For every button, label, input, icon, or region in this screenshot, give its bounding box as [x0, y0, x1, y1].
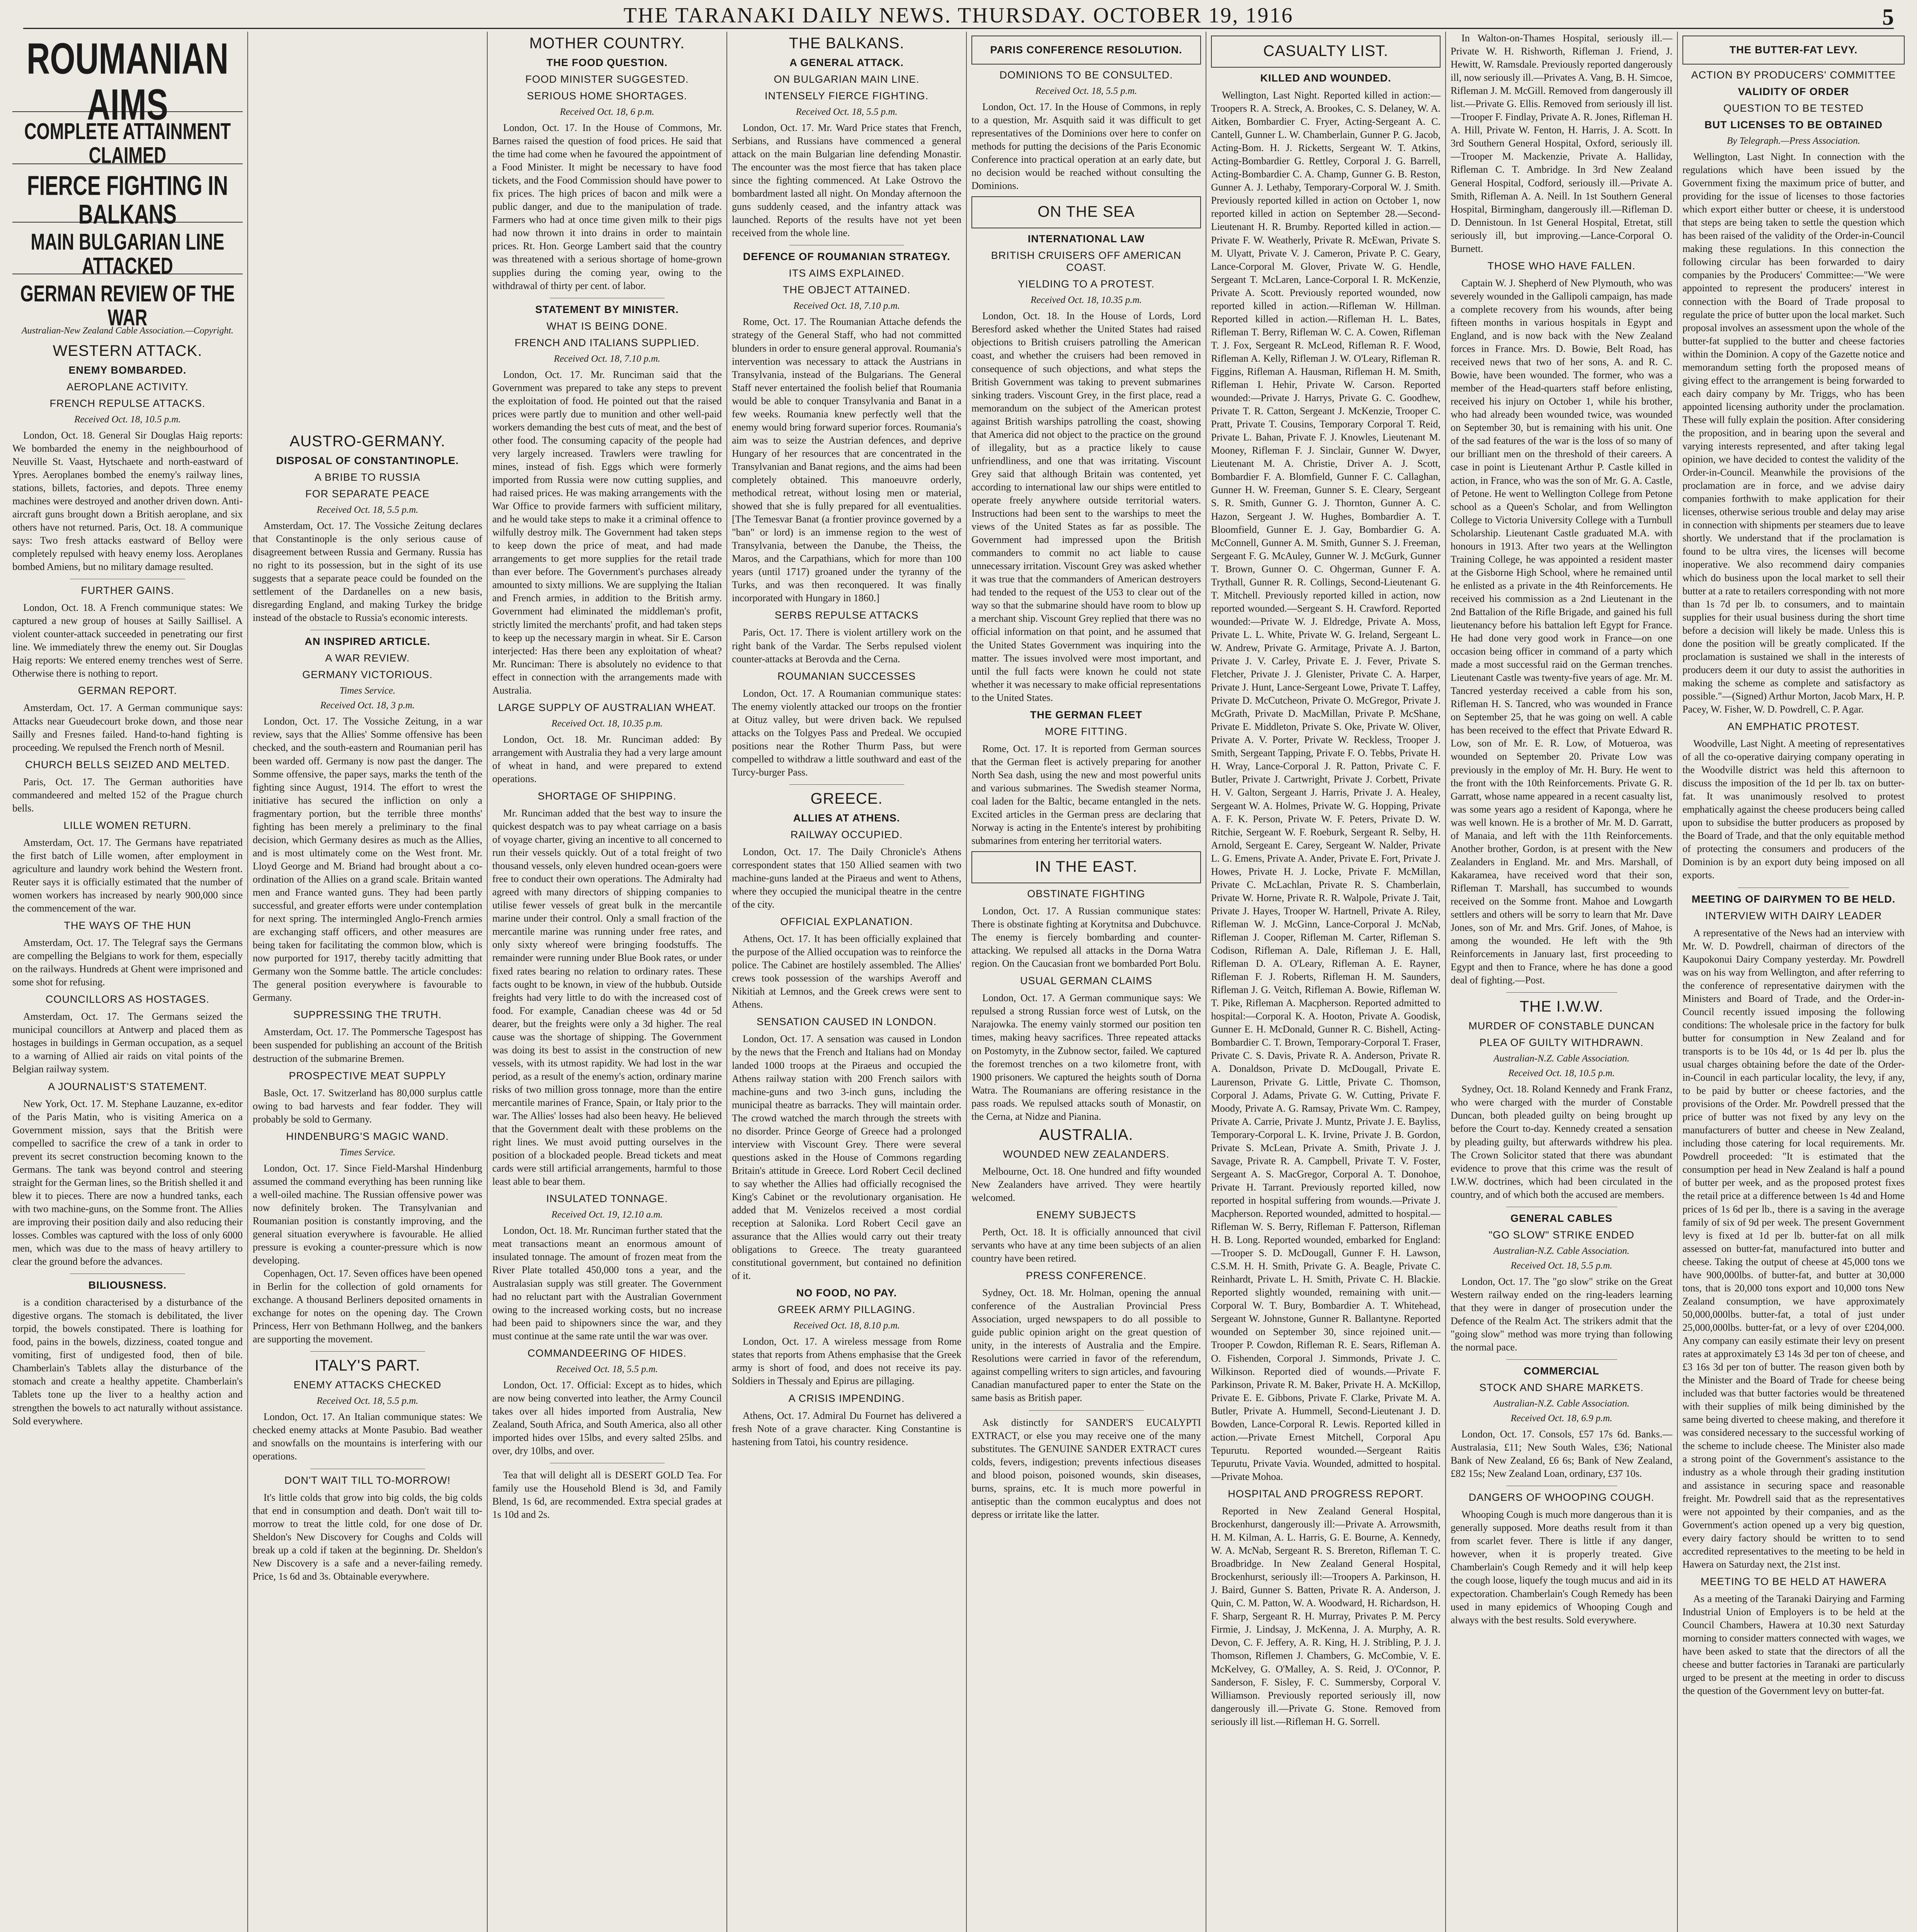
subheading: A WAR REVIEW. [325, 652, 410, 664]
column-4 [726, 32, 966, 1932]
subheading: SERBS REPULSE ATTACKS [774, 609, 919, 621]
subheading: GREEK ARMY PILLAGING. [777, 1304, 916, 1316]
article-text: London, Oct. 18. Mr. Runciman further stated that the meat transactions meant an enormous amount of insulated tonnage. The amount of frozen meat from the River Plate totalled 450,000 tons a year, and the Australasian supply was still greater. The Government had no reluctant part with the Australian Government owing to the increased working costs, but no increase had been paid to shipowners since the war, and they must continue at the same rate until the war was over. [492, 1225, 722, 1342]
article-text: London, Oct. 17. Since Field-Marshal Hindenburg assumed the command everything has been running like a well-oiled machine. The Russian offensive power was now definitely broken. The Transylvanian and Roumanian position is constantly improving, and the general situation everywhere is favourable. He allied pressure is evoking a counter-pressure which is now developing. [253, 1162, 482, 1266]
deck-headline-3: MAIN BULGARIAN LINE ATTACKED [31, 229, 225, 279]
deck-headline-4: GERMAN REVIEW OF THE WAR [20, 281, 235, 331]
dateline: Received Oct. 18, 10.35 p.m. [1030, 295, 1142, 306]
article-text: Sydney, Oct. 18. Mr. Holman, opening the annual conference of the Australian Provincial Press Association, urged newspapers to do all possible to guide public opinion aright on the great question of unity, in the interests of Australia and the Empire. Resolutions were carried in favor of the referendum, against compelling writers to sign articles, and favouring Canadian manufactured paper to enter the State on the same basis as British paper. [971, 1287, 1201, 1404]
section-heading: IN THE EAST. [1035, 858, 1138, 876]
deck-headline-1: COMPLETE ATTAINMENT CLAIMED [24, 119, 231, 169]
column-7 [1445, 32, 1677, 1932]
subheading: USUAL GERMAN CLAIMS [1020, 975, 1153, 987]
article-text: Wellington, Last Night. In connection with the regulations which have been issued by the Government fixing the maximum price of butter, and providing for the issue of licenses to those factories which export either butter or cheese, it is understood that steps are being taken to settle the question which has been raised of the validity of the Order-in-Council making these regulations. In this connection the following circular has been forwarded to dairy companies by the Producers' Committee:—"We were appointed to represent the producers' interest in connection with the Board of Trade proposal to regulate the price of butter upon the local market. Such proposal involves an assessment upon the whole of the butter-fat supplied to the butter and cheese factories within the Dominion. A copy of the Gazette notice and memorandum setting forth the proposed means of giving effect to the arrangement is being forwarded to each dairy company by Mr. Triggs, who has been appointed licensing authority under the proclamation. These will fully explain the position. After considering the proposition, and in bearing upon the several and varying interests represented, and after taking legal opinion, we have decided to contest the validity of the Order-in-Council. Meanwhile the provisions of the proclamation are in force, and we advise dairy companies forthwith to make application for their licenses, otherwise serious trouble and delay may arise in connection with shipments per steamers due to leave shortly. We understand that if the proclamation is found to be ultra vires, the licenses will become inoperative. We also recommend dairy companies which do business upon the local market to sell their butter at a rate to retailers corresponding with not more than 1s 7d per lb. to consumers, and to maintain supplies for their usual business during the short time before a decision will likely be made. Unless this is done the position will be greatly complicated. If the proclamation is sustained we shall in the interests of producers deem it our duty to assist the authorities in making the scheme as complete and satisfactory as possible."—(Signed) Arthur Morton, Jacob Marx, H. P. Pacey, W. Fisher, W. D. Powdrell, C. P. Agar. [1682, 151, 1905, 715]
section-heading: WESTERN ATTACK. [53, 342, 202, 359]
article-text: In Walton-on-Thames Hospital, seriously ill.—Private W. H. Rishworth, Rifleman J. Friend, J. Hewitt, W. Ramsdale. Previously reported dangerously ill, now seriously ill.—Privates A. Vang, B. H. Simcoe, Rifleman J. M. McGill. Removed from dangerously ill list.—Private G. Ellis. Removed from seriously ill list.—Trooper F. Findlay, Private A. R. Jones, Rifleman H. A. Hill, Private W. Fenton, H. Harris, J. A. Scott. In 3rd Southern General Hospital, Oxford, seriously ill.—Trooper M. Mackenzie, Private A. Halliday, Rifleman C. T. Ambridge. In 3rd New Zealand General Hospital, Codford, seriously ill.—Private A. Smith, Rifleman A. A. Neill. In 1st Southern General Hospital, Birmingham, dangerously ill.—Rifleman D. D. Dennistoun. In 1st General Hospital, Etretat, still seriously ill, but improving.—Lance-Corporal O. Burnett. [1451, 32, 1672, 254]
article-text: London, Oct. 18. In the House of Lords, Lord Beresford asked whether the United States had raised objections to British cruisers patrolling the American coast, and whether the cruisers had been removed in consequence of such objections, and what steps the British Government was taking to prevent submarines sinking traders. Viscount Grey, in the first place, read a memorandum on the subject of the American protest against British warships patrolling the coast, showing that America did not object to the practice on the ground of illegality, but as a practice likely to cause unfriendliness, and one that was irritating. Viscount Grey said that although Britain was contented, yet according to international law our ships were entitled to operate freely anywhere outside territorial waters. Instructions had been sent to the warships to meet the views of the United States as far as possible. The Government had impressed upon the British commanders to commit no act liable to cause unnecessary irritation. Viscount Grey was asked whether it was true that the commanders of American destroyers had tended to the request of the U53 to clear out of the way so that the submarine should have room to blow up a merchant ship. Viscount Grey replied that there was no official information on that point, and he assumed that the United States Government was inquiring into the matter. The issues involved were most important, and until the full facts were known he could not state whether it was necessary to make official representations to the United States. [971, 310, 1201, 703]
subheading: INTENSELY FIERCE FIGHTING. [764, 90, 929, 102]
subheading: FRENCH AND ITALIANS SUPPLIED. [514, 337, 700, 349]
subheading: INTERNATIONAL LAW [1027, 233, 1145, 245]
subheading: THE WAYS OF THE HUN [64, 920, 191, 932]
dateline: Received Oct. 18, 7.10 p.m. [554, 353, 660, 364]
subheading: SHORTAGE OF SHIPPING. [538, 790, 677, 802]
article-text: New York, Oct. 17. M. Stephane Lauzanne, ex-editor of the Paris Matin, who is visiting America on a Government mission, says that the British were compelled to sacrifice the crew of a tank in order to prevent its secret construction becoming known to the Germans. The tank was beyond control and steering straight for the German lines, so the British shelled it and blew it to pieces. There are now a hundred tanks, each with two machine-guns, on the Somme front. The Allies are improving their position daily and also reducing their losses. Combles was captured with the loss of only 6000 men, which was due to the mass of heavy artillery to clear the ground before the advances. [12, 1098, 243, 1267]
subheading: RAILWAY OCCUPIED. [790, 828, 903, 840]
subheading: FOOD MINISTER SUGGESTED. [525, 73, 689, 85]
subheading: COMMANDEERING OF HIDES. [527, 1347, 687, 1359]
subheading: DEFENCE OF ROUMANIAN STRATEGY. [743, 251, 951, 263]
subheading: ACTION BY PRODUCERS' COMMITTEE [1691, 69, 1896, 81]
section-heading: THE BUTTER-FAT LEVY. [1729, 44, 1858, 56]
column-5 [966, 32, 1206, 1932]
dateline: Received Oct. 18, 5.5 p.m. [556, 1364, 658, 1374]
subheading: ALLIES AT ATHENS. [793, 812, 900, 824]
dateline: Received Oct. 18, 8.10 p.m. [793, 1320, 900, 1331]
dateline: Received Oct. 18, 5.5 p.m. [796, 107, 898, 117]
article-text: London, Oct. 18. Mr. Runciman added: By arrangement with Australia they had a very large amount of wheat in hand, and were prepared to extend operations. [492, 733, 722, 784]
east-box [971, 851, 1201, 883]
article-text: London, Oct. 17. In the House of Commons, in reply to a question, Mr. Asquith said it was difficult to get representatives of the Dominions over here to confer on methods for putting the decisions of the Paris Economic Conference into practical operation at an early date, but no decision would be reached without consulting the Dominions. [971, 101, 1201, 192]
page-number: 5 [1882, 4, 1894, 30]
subheading: STOCK AND SHARE MARKETS. [1479, 1382, 1644, 1394]
subheading: BUT LICENSES TO BE OBTAINED [1704, 119, 1883, 131]
service-credit: Times Service. [339, 685, 396, 696]
subheading: AN INSPIRED ARTICLE. [304, 636, 430, 648]
dateline: Received Oct. 18, 5.5 p.m. [316, 1396, 418, 1406]
newspaper-title: THE TARANAKI DAILY NEWS. THURSDAY. OCTOBER 19, 1916 [623, 3, 1294, 27]
article-text: Amsterdam, Oct. 17. The Telegraf says the Germans are compelling the Belgians to work for them, especially on the railways. Hundreds at Ghent were imprisoned and some shot for refusing. [12, 937, 243, 988]
article-text: London, Oct. 17. In the House of Commons, Mr. Barnes raised the question of food prices. He said that the time had come when he favoured the appointment of a Food Minister. It might be necessary to have food tickets, and the Food Commission should have power to fix prices. The high prices of bacon and milk were a public danger, and due to the manipulation of trade. Farmers who had at once time given milk to their pigs had now thrown it into drains in order to maintain prices. Rt. Hon. George Lambert said that the country was threatened with a serious shortage of home-grown supplies during the coming year, owing to the withdrawal of thirty per cent. of labor. [492, 122, 722, 291]
subheading: MEETING OF DAIRYMEN TO BE HELD. [1691, 893, 1896, 905]
article-text: Mr. Runciman added that the best way to insure the quickest despatch was to pay wheat carriage on a basis of voyage charter, giving an incentive to all concerned to run their vessels quickly. Out of a total freight of two thousand vessels, only eleven hundred ocean-goers were free to conduct their own operations. The Admiralty had agreed with many directors of shipping companies to utilise fewer vessels of great bulk in the mercantile marine under their control. Only a small fraction of the mercantile marine was running under free rates, and only sixty whereof were bringing foodstuffs. The remainder were running under Blue Book rates, or under fixed rates bearing no relation to ordinary rates. These facts ought to be known, in view of the hubbub. Outside freights had very little to do with the increased cost of food. For example, Canadian cheese was 4d or 5d dearer, but the freights were only a 3d higher. The real cause was the shortage of shipping. The Government was doing its best to assist in the construction of new vessels, with its utmost rapidity. We had lost in the war period, as a result of the enemy's action, ordinary marine risks of two million gross tonnage, more than the entire mercantile marines of France, Spain, or Italy prior to the war. The Allies' losses had also been heavy. He believed that the Government dealt with these problems on the right lines. We must avoid putting ourselves in the position of a blockaded people. Bread tickets and meat cards were still artificial arrangements, harmful to those least able to bear them. [492, 807, 722, 1187]
article-text: London, Oct. 17. A Russian communique states: There is obstinate fighting at Korytnitsa and Dubchuvce. The enemy is fiercely bombarding and counter-attacking. We repulsed all attacks in the Dorna Watra region. On the Caucasian front we bombarded Port Bolu. [971, 905, 1201, 969]
cable-credit: Australian-New Zealand Cable Association.—Copyright. [21, 325, 234, 336]
casualty-box [1211, 36, 1441, 68]
subheading: KILLED AND WOUNDED. [1260, 72, 1391, 84]
article-text: As a meeting of the Taranaki Dairying and Farming Industrial Union of Employers is to be held at the Council Chambers, Hawera at 10.30 next Saturday morning to consider matters connected with wages, we have been asked to state that the directors of all the cheese and butter factories in Taranaki are particularly urged to be present at the meeting in order to discuss the question of the Government levy on butter-fat. [1682, 1593, 1905, 1697]
subheading: THE FOOD QUESTION. [546, 57, 668, 68]
subheading: "GO SLOW" STRIKE ENDED [1488, 1229, 1635, 1241]
article-text: Reported in New Zealand General Hospital, Brockenhurst, dangerously ill:—Private A. Arrowsmith, H. M. Kilman, A. L. Harris, G. E. Bourne, A. Kennedy, W. A. McNab, Sergeant R. S. Brereton, Rifleman T. C. Broadbridge. In New Zealand General Hospital, Brockenhurst, seriously ill:—Troopers A. Parkinson, H. J. Baird, Gunner S. Batten, Private R. A. Anderson, J. Quin, C. M. Patton, W. A. Woodward, H. Richardson, H. F. Sharp, Sergeant R. H. Murray, Privates P. M. Percy Firmie, J. Lindsay, J. McKenna, J. A. Murphy, A. R. Devon, C. F. Jeffery, A. R. King, H. J. Stribling, P. J. J. Thomson, Riflemen J. Chambers, G. McCombie, V. E. McKelvey, G. O'Malley, A. S. Reid, J. O'Connor, P. Sanderson, F. Sisley, F. C. Summersby, Corporal V. Williamson. Previously reported seriously ill, now dangerously ill.—Private G. Stone. Removed from seriously ill list.—Rifleman H. G. Sorrell. [1211, 1505, 1441, 1727]
subheading: CHURCH BELLS SEIZED AND MELTED. [25, 759, 230, 770]
article-text: Wellington, Last Night. Reported killed in action:—Troopers R. A. Streck, A. Brookes, C. S. Delaney, W. A. Aitken, Bombardier C. Fryer, Acting-Sergeant A. C. Cantell, Gunner L. W. Chamberlain, Gunner P. G. Jacob, Acting-Bom. H. J. Ricketts, Sergeant W. T. Atkins, Acting-Bombardier G. Rettley, Corporal J. G. Barrell, Acting-Bombardier C. A. Champ, Gunner G. B. Reston, Gunner A. J. Lethaby, Temporary-Corporal W. J. Smith. Previously reported killed in action on October 1, now reported killed in action on September 28.—Second-Lieutenant H. R. Brumby. Reported killed in action.—Private F. W. Weatherly, Private R. McEwan, Private S. M. Ulyatt, Private V. J. Cameron, Private P. C. Geary, Lance-Corporal M. Glover, Private W. G. Hendle, Sergeant T. McLaren, Lance-Corporal I. R. McKenzie, Private A. Scott. Previously reported wounded, now reported killed in action.—Rifleman W. Hillman. Reported killed in action.—Rifleman H. L. Bates, Rifleman T. Berry, Rifleman W. C. A. Cowen, Rifleman T. J. Fox, Sergeant R. McLeod, Rifleman R. F. Wood, Rifleman A. Kelly, Rifleman J. W. O'Leary, Rifleman R. Figgins, Rifleman A. Hausman, Rifleman H. M. Smith, Rifleman I. Hehir, Private W. Carson. Reported wounded:—Private J. Harrys, Private G. C. Goodhew, Private T. R. Catton, Sergeant J. McKenzie, Trooper C. Pratt, Private T. Cousins, Temporary Corporal T. Reid, Private L. Bahan, Private F. J. Knowles, Lieutenant M. Mooney, Rifleman F. J. Sinclair, Gunner W. Dwyer, Lieutenant M. A. Christie, Driver A. J. Scott, Bombardier F. A. Blomfield, Gunner F. C. Callaghan, Gunner H. W. Freeman, Gunner S. E. Cleary, Sergeant S. R. Smith, Gunner G. J. Thornton, Gunner A. C. Hazon, Sergeant J. W. Hughes, Bombardier A. T. Bloomfield, Gunner E. J. Gay, Bombardier G. A. McConnell, Gunner A. M. Smith, Gunner S. J. Freeman, Sergeant F. G. McAuley, Gunner W. J. McGurk, Gunner T. Brown, Gunner O. C. Ohgerman, Gunner F. A. Trythall, Gunner R. R. Collings, Second-Lieutenant G. T. Mitchell. Previously reported killed in action, now reported wounded.—Sergeant S. H. Crawford. Reported wounded:—Private W. J. Eldredge, Private A. Moss, Private L. L. White, Private W. G. Ireland, Sergeant L. W. Andrew, Private G. Armitage, Private A. J. Barton, Private J. V. Carley, Private E. J. Fever, Private S. Fletcher, Private J. J. Glenister, Private C. A. Harper, Private J. Hunt, Lance-Sergeant Lowe, Private T. Laffey, Private D. McCutcheon, Private O. McGregor, Private J. McGrath, Private D. MacMillan, Private P. McShane, Private E. Middleton, Private S. Oke, Private W. Oliver, Private A. V. Porter, Private W. Reckless, Trooper J. Smith, Sergeant Tapping, Private F. O. Tebbs, Private H. H. Wray, Lance-Corporal J. R. Patton, Private C. F. Butler, Private J. Cartwright, Private J. Corbett, Private H. V. Galton, Sergeant J. Harris, Private J. A. Healey, Sergeant W. A. Holmes, Private W. G. Hopping, Private A. F. K. Person, Private W. F. Peters, Private D. W. Ritchie, Sergeant W. F. Roeburk, Sergeant R. Selby, H. Arnold, Sergeant E. Carey, Sergeant W. Nalder, Private L. G. Emens, Private A. Ander, Private E. Fort, Private J. Howes, Private H. J. Locke, Private F. McMillan, Private C. McLachlan, Private R. S. Chamberlain, Private W. Horne, Private R. R. Walpole, Private J. Tait, Private J. Hayes, Trooper W. Hartnell, Private A. Riley, Rifleman W. J. McGinn, Lance-Corporal J. McNab, Rifleman J. Cooper, Rifleman M. Carter, Rifleman S. Codison, Rifleman A. Dale, Rifleman J. E. Hall, Rifleman D. A. O'Leary, Rifleman A. E. Rayner, Rifleman F. J. Roberts, Rifleman H. M. Saunders, Rifleman J. G. Veitch, Rifleman A. Bowie, Rifleman W. T. Pike, Rifleman A. Macpherson. Reported admitted to hospital:—Corporal K. A. Hooton, Private A. Goodisk, Gunner E. H. McDonald, Gunner R. C. Bishell, Acting-Bombardier C. T. Brown, Temporary-Corporal T. Fraser, Private C. S. Davis, Private R. A. Anderson, Private R. A. Donaldson, Private D. McDougall, Private E. Laurenson, Private G. Little, Private C. Thomson, Corporal J. Adams, Private G. W. Cutting, Private F. Moody, Private A. G. Ramsay, Private Wm. C. Rampey, Private A. Carrie, Private J. Muntz, Private J. E. Bayliss, Temporary-Corporal L. K. Irvine, Private J. B. Gordon, Private S. McLean, Private A. Smith, Private J. J. Savage, Private R. A. Campbell, Private T. V. Foster, Sergeant A. S. MacGregor, Corporal A. T. Donohoe, Private H. Tarrant. Previously reported killed, now reported in hospital suffering from wounds.—Private J. Macpherson. Reported wounded, admitted to hospital.—Rifleman W. S. Berry, Rifleman F. Patterson, Rifleman H. B. Long. Reported wounded, embarked for England:—Trooper S. D. McDougall, Gunner F. H. Lawson, C.S.M. H. H. Smith, Private G. A. Beagle, Private C. Reinhardt, Private L. H. Smith, Private C. H. Blackie. Reported slightly wounded, remaining with unit.—Corporal W. T. Bury, Bombardier A. T. Whitehead, Sergeant W. Johnstone, Gunner R. Ballantyne. Reported wounded on September 30, since rejoined unit.—Trooper P. Cowdon, Rifleman R. E. Sears, Rifleman A. O. Fishenden, Corporal J. Simmonds, Private J. C. Wilkinson. Reported died of wounds.—Private F. Parkinson, Private R. M. Baker, Private H. A. McKillop, Private E. E. Gibbons, Private F. Clarke, Private M. A. Butler, Private A. Hummell, Second-Lieutenant J. D. Bowden, Lance-Corporal R. Lewis. Reported killed in action.—Private Ernest Mitchell, Corporal Apu Tepurutu. Reported wounded.—Sergeant Raitis Tepurutu, Private Vavia. Wounded, admitted to hospital.—Private Mohoa. [1211, 90, 1441, 1482]
subheading: ENEMY ATTACKS CHECKED [293, 1379, 442, 1391]
article-text: Sydney, Oct. 18. Roland Kennedy and Frank Franz, who were charged with the murder of Constable Duncan, both pleaded guilty on being brought up before the Court to-day. Kennedy created a sensation by pleading guilty, but afterwards withdrew his plea. The Crown Solicitor stated that there was abundant evidence to prove that this crime was the result of I.W.W. doctrines, which had been circulated in the country, and of which both the accused are members. [1451, 1083, 1672, 1200]
subheading: AN EMPHATIC PROTEST. [1727, 721, 1860, 733]
article-text: Captain W. J. Shepherd of New Plymouth, who was severely wounded in the Gallipoli campaign, has made a complete recovery from his wounds, after being fifteen months in various hospitals in Egypt and England, and is now back with the New Zealand forces in France. Mrs. D. Bowie, Belt Road, has received news that two of her sons, A. and R. C. Bowie, have been wounded. The former, who was a member of the Head-quarters staff before enlisting, received his injury on October 1, while his brother, who had already been wounded twice, was wounded on September 30, but is remaining with his unit. One of the sad features of the war is the loss of so many of our brilliant men on the threshold of their careers. A case in point is Lieutenant Arthur P. Castle killed in action, in France, who was the son of Mr. G. A. Castle, of Petone. He went to Wellington College from Petone school as a Queen's Scholar, and from Wellington College to Victoria University College with a Turnbull Scholarship. Lieutenant Castle graduated M.A. with honours in 1913. After two years at the Wellington Training College, he was appointed a resident master at the Gisborne High School, where he remained until he enlisted as a private in the 4th Reinforcements. He received his commission as a 2nd Lieutenant in the 2nd Battalion of the Rifle Brigade, and gained his full lieutenancy before his battalion left Egypt for France. He had done very good work in France—on one occasion being officer in command of a party which made a most successful raid on the German trenches. Lieutenant Castle was twenty-five years of age. Mr. M. Tancred yesterday received a cable from his son, Rifleman H. S. Tancred, who was wounded in France on September 25, that he was going on well. A cable has been received to the effect that Private Edward R. Low, son of Mr. E. R. Low, of Motueroa, was wounded on September 20. Private Low was previously in the employ of Mr. H. Bury. He went to the front with the 10th Reinforcements. Private G. R. Garratt, whose name appeared in a recent casualty list, was some years ago a resident of Kaponga, where he was well known. He is a brother of Mr. M. D. Garratt, of Manaia, and left with the 11th Reinforcements. Another brother, Gordon, is at present with the New Zealanders in England. Mr. and Mrs. Marshall, of Kakaramea, have received word that their son, Rifleman T. Marshall, has succumbed to wounds received on the Somme front. Mahoe and Lowgarth settlers and others will be sorry to learn that Mr. Dave Jones, son of Mr. and Mrs. Grif. Jones, of Mahoe, is among the wounded. He left with the 9th Reinforcements in January last, first proceeding to Egypt and then to France, where he has done a good deal of fighting.—Post. [1451, 277, 1672, 986]
subheading: SERIOUS HOME SHORTAGES. [527, 90, 687, 102]
article-text: London, Oct. 17. The "go slow" strike on the Great Western railway ended on the ring-leaders learning that they were in danger of prosecution under the Defence of the Realm Act. The strikers admit that the "going slow" method was more trying than following the normal pace. [1451, 1276, 1672, 1353]
dateline: Received Oct. 18, 6 p.m. [560, 107, 655, 117]
article-text: London, Oct. 18. General Sir Douglas Haig reports: We bombarded the enemy in the neighbourhood of Neuville St. Vaast, Hytschaete and north-eastward of Ypres. Aeroplanes bombed the enemy's railway lines, stations, billets, factories, and depots. Three enemy machines were destroyed and another driven down. Anti-aircraft guns brought down a British aeroplane, and six others have not returned. Paris, Oct. 18. A communique says: Two fresh attacks eastward of Belloy were completely repulsed with heavy enemy loss. Aeroplanes bombed Amiens, but no military damage resulted. [12, 429, 243, 573]
advert-text: is a condition characterised by a disturbance of the digestive organs. The stomach is debilitated, the liver torpid, the bowels constipated. There is loathing for food, pains in the bowels, dizziness, coated tongue and vomiting, first of undigested food, then of bile. Chamberlain's Tablets allay the disturbance of the stomach and create a healthy appetite. Chamberlain's Tablets tone up the liver to a healthy action and strengthen the bowels to act naturally without assistance. Sold everywhere. [12, 1297, 243, 1427]
column-1 [8, 32, 247, 1932]
article-text: London, Oct. 17. A wireless message from Rome states that reports from Athens emphasise that the Greek army is short of food, and does not receive its pay. Soldiers in Thessaly and Epirus are pillaging. [732, 1336, 961, 1387]
article-text: Amsterdam, Oct. 17. The Germans seized the municipal councillors at Antwerp and placed them as hostages in buildings in German occupation, as a sequel to a warning of Allied air raids on vital points of the Belgian railway system. [12, 1011, 243, 1075]
subheading: OBSTINATE FIGHTING [1027, 888, 1145, 900]
advert-text: It's little colds that grow into big colds, the big colds that end in consumption and death. Don't wait till to-morrow to treat the little cold, for one dose of Dr. Sheldon's New Discovery for Coughs and Colds will break up a cold if taken at the beginning. Dr. Sheldon's New Discovery is a safe and a never-failing remedy. Price, 1s 6d and 3s. Obtainable everywhere. [253, 1492, 482, 1582]
article-text: London, Oct. 17. Consols, £57 17s 6d. Banks.—Australasia, £11; New South Wales, £36; National Bank of New Zealand, £6 6s; Bank of New Zealand, £82 15s; New Zealand Loan, ordinary, £37 10s. [1451, 1429, 1672, 1480]
subheading: NO FOOD, NO PAY. [796, 1287, 897, 1299]
article-text: Copenhagen, Oct. 17. Seven offices have been opened in Berlin for the collection of gold ornaments for exchange. A thousand Berliners deposited ornaments in exchange for notes on the opening day. The Crown Princess, Herr von Bethmann Hollweg, and the bankers are supporting the movement. [253, 1268, 482, 1345]
article-text: Woodville, Last Night. A meeting of representatives of all the co-operative dairying company operating in the Woodville district was held this afternoon to discuss the imposition of the 1d per lb. tax on butter-fat. It was unanimously resolved to protest emphatically against the cheese producers being called upon to subsidise the butter producers as proposed by the Board of Trade, and that the only equitable method of protecting the consumers and producers of the Dominion is by an export duty being imposed on all exports. [1682, 738, 1905, 881]
dateline: Received Oct. 18, 5.5 p.m. [1035, 86, 1137, 96]
subheading: THOSE WHO HAVE FALLEN. [1487, 260, 1636, 272]
cable-credit: Australian-N.Z. Cable Association. [1493, 1053, 1630, 1064]
article-text: Paris, Oct. 17. There is violent artillery work on the right bank of the Vardar. The Serbs repulsed violent counter-attacks at Berovda and the Cerna. [732, 627, 961, 665]
main-headline: ROUMANIAN AIMS [26, 34, 229, 129]
section-heading: MOTHER COUNTRY. [529, 35, 685, 52]
article-text: Athens, Oct. 17. Admiral Du Fournet has delivered a fresh Note of a grave character. King Constantine is hastening from Tatoi, his country residence. [732, 1410, 961, 1447]
sea-box [971, 196, 1201, 228]
dateline: Received Oct. 18, 5.5 p.m. [316, 505, 418, 515]
subheading: HINDENBURG'S MAGIC WAND. [286, 1130, 449, 1142]
subheading: MEETING TO BE HELD AT HAWERA [1700, 1575, 1887, 1587]
cable-credit: Australian-N.Z. Cable Association. [1493, 1398, 1630, 1409]
column-8 [1677, 32, 1909, 1932]
article-text: London, Oct. 17. Mr. Ward Price states that French, Serbians, and Russians have commenced a general attack on the main Bulgarian line defending Monastir. The encounter was the most fierce that has taken place since the fighting commenced. At Lake Ostrovo the bombardment lasted all night. On Monday afternoon the guns suddenly ceased, and the infantry attack was launched. Reports of the results have not yet been received from the whole line. [732, 122, 961, 239]
subheading: THE OBJECT ATTAINED. [782, 284, 911, 296]
subheading: ROUMANIAN SUCCESSES [777, 670, 916, 682]
masthead [23, 3, 1894, 29]
subheading: FRENCH REPULSE ATTACKS. [49, 397, 206, 409]
subheading: FURTHER GAINS. [81, 585, 174, 597]
article-text: London, Oct. 17. The Daily Chronicle's Athens correspondent states that 150 Allied seamen with two machine-guns landed at the Piraeus and went to Athens, where they occupied the municipal theatre in the centre of the city. [732, 846, 961, 910]
dateline: Received Oct. 18, 3 p.m. [320, 700, 415, 711]
subheading: SUPPRESSING THE TRUTH. [293, 1009, 442, 1021]
conference-box [971, 36, 1201, 65]
page-columns [8, 32, 1909, 1932]
article-text: Melbourne, Oct. 18. One hundred and fifty wounded New Zealanders have arrived. They were heartily welcomed. [971, 1165, 1201, 1203]
subheading: THE GERMAN FLEET [1030, 709, 1143, 721]
advert-text: Tea that will delight all is DESERT GOLD Tea. For family use the Household Blend is 3d, and Family Blend, 1s 6d, are recommended. Extra special grades at 1s 10d and 2s. [492, 1469, 722, 1520]
article-text: London, Oct. 17. Official: Except as to hides, which are now being converted into leather, the Army Council takes over all hides imported from Australia, New Zealand, South Africa, and South America, also all other imported hides over 15lbs, and every salted 25lbs. and over, dry 10lbs, and over. [492, 1379, 722, 1456]
section-heading: ITALY'S PART. [315, 1357, 420, 1374]
subheading: INSULATED TONNAGE. [546, 1193, 668, 1205]
subheading: ENEMY SUBJECTS [1036, 1209, 1136, 1221]
deck-headline-2: FIERCE FIGHTING IN BALKANS [27, 171, 228, 230]
section-heading: AUSTRO-GERMANY. [289, 433, 446, 450]
article-text: London, Oct. 17. An Italian communique states: We checked enemy attacks at Monte Pasubio. Bad weather and snowfalls on the mountains is interfering with our operations. [253, 1411, 482, 1462]
subheading: A BRIBE TO RUSSIA [314, 471, 421, 483]
column-2 [247, 32, 487, 1932]
subheading: LARGE SUPPLY OF AUSTRALIAN WHEAT. [498, 701, 716, 713]
article-text: London, Oct. 17. The Vossiche Zeitung, in a war review, says that the Allies' Somme offensive has been checked, and the south-eastern and Roumanian peril has been warded off. Germany is now past the danger. The Somme offensive, the paper says, marks the tenth of the fighting since August, 1914. The effort to wrest the initiative has secured the infliction on only a fragmentary portion, but the terrible three months' fighting has been merely a preliminary to the final decision, which Germany desires as much as the Allies, and is most ultimately come on the West front. Mr. Lloyd George and M. Briand had brought about a co-ordination of the Allies on a grand scale. Britain wanted men and France wanted guns. They had been partly successful, and greater efforts were under contemplation for next spring. The intermingled Anglo-French armies are exchanging staff officers, and other measures are being taken for facilitating the common blow, which is now purported for 1917, thereby tacitly admitting that Germany won the Somme battle. The article concludes: The general position everywhere is favourable to Germany. [253, 716, 482, 1003]
section-heading: COMMERCIAL [1524, 1365, 1599, 1377]
subheading: PLEA OF GUILTY WITHDRAWN. [1479, 1037, 1644, 1049]
subheading: MORE FITTING. [1045, 725, 1128, 737]
section-heading: THE BALKANS. [789, 35, 905, 52]
section-heading: GENERAL CABLES [1510, 1212, 1613, 1224]
subheading: SENSATION CAUSED IN LONDON. [756, 1016, 937, 1028]
subheading: WHAT IS BEING DONE. [546, 320, 668, 332]
article-text: Amsterdam, Oct. 17. The Vossiche Zeitung declares that Constantinople is the only serious cause of disagreement between Russia and Germany. Russia has no right to its possession, but in the sight of its use suggests that a separate peace could be founded on the settlement of the Dardanelles on a new basis, disregarding England, and making Turkey the bridge instead of the obstacle to Russia's economic interests. [253, 520, 482, 624]
subheading: COUNCILLORS AS HOSTAGES. [45, 993, 210, 1005]
article-text: Basle, Oct. 17. Switzerland has 80,000 surplus cattle owing to bad harvests and fear fodder. They will probably be sold to Germany. [253, 1087, 482, 1125]
dateline: Received Oct. 19, 12.10 a.m. [551, 1209, 663, 1220]
dateline: Received Oct. 18, 10.5 p.m. [1508, 1068, 1615, 1079]
article-text: Rome, Oct. 17. The Roumanian Attache defends the strategy of the General Staff, who had not committed blunders in order to ensure general approval. Roumania's intervention was necessary to attack the Austrians in Transylvania, instead of the Bulgarians. The General Staff never entertained the foolish belief that Roumania would be able to conquer Transylvania and Banat in a few weeks. Roumania knew perfectly well that the enemy would bring forward superior forces. Roumania's aim was to seize the Austrian defences, and deprive Hungary of her resources that are concentrated in the Transylvanian and Banat regions, and the aims had been completely obtained. This manoeuvre orderly, methodical retreat, without losing men or material, showed that she is fully prepared for all eventualities. [The Temesvar Banat (a frontier province governed by a "ban" or lord) is an immense region to the west of Transylvania, between the Danube, the Theiss, the Maros, and the Carpathians, which for more than 100 years (until 1717) groaned under the tyranny of the Turks, and was then reconquered. It was finally incorporated with Hungary in 1860.] [732, 316, 961, 604]
advert-heading: DANGERS OF WHOOPING COUGH. [1468, 1492, 1655, 1503]
article-text: Perth, Oct. 18. It is officially announced that civil servants who have at any time been subjects of an alien country have been retired. [971, 1226, 1201, 1264]
article-text: Amsterdam, Oct. 17. The Pommersche Tagespost has been suspended for publishing an account of the British destruction of the submarine Bremen. [253, 1026, 482, 1064]
article-text: Amsterdam, Oct. 17. A German communique says: Attacks near Gueudecourt broke down, and those near Sailly and Fresnes failed. Hand-to-hand fighting is proceeding. We repulsed the French north of Mesnil. [12, 702, 243, 753]
section-heading: PARIS CONFERENCE RESOLUTION. [990, 44, 1182, 56]
subheading: MURDER OF CONSTABLE DUNCAN [1468, 1020, 1655, 1032]
article-text: London, Oct. 17. A German communique says: We repulsed a strong Russian force west of Lutsk, on the Narajowka. The enemy vainly stormed our position ten times, making heavy sacrifices. Three repeated attacks on Postomyty, in the Zubnow sector, failed. We captured the foremost trenches on a two kilometre front, with 1900 prisoners. We captured the heights south of Dorna Watra. The Roumanians are offering resistance in the pass roads. We repulsed attacks south of Monastir, on the Cerna, at Nidze and Pianina. [971, 992, 1201, 1122]
section-heading: CASUALTY LIST. [1263, 43, 1388, 60]
advert-text: Whooping Cough is much more dangerous than it is generally supposed. More deaths result from it than from scarlet fever. There is little if any danger, however, when it is properly treated. Give Chamberlain's Cough Remedy and it will help keep the cough loose, liquefy the tough mucus and aid in its expectoration. Chamberlain's Cough Remedy has been used in many epidemics of Whooping Cough and always with the best results. Sold everywhere. [1451, 1509, 1672, 1626]
dateline: Received Oct. 18, 10.5 p.m. [74, 414, 181, 425]
subheading: PRESS CONFERENCE. [1026, 1270, 1147, 1282]
article-text: London, Oct. 18. A French communique states: We captured a new group of houses at Sailly Saillisel. A violent counter-attack succeeded in penetrating our first line. We immediately threw the enemy out. Sir Douglas Haig reports: We entered enemy trenches west of Serre. Otherwise there is nothing to report. [12, 602, 243, 679]
subheading: YIELDING TO A PROTEST. [1017, 278, 1155, 290]
section-heading: GREECE. [810, 790, 883, 807]
cable-credit: Australian-N.Z. Cable Association. [1493, 1245, 1630, 1256]
subheading: GERMANY VICTORIOUS. [302, 669, 433, 681]
advert-text: Ask distinctly for SANDER'S EUCALYPTI EXTRACT, or else you may receive one of the many substitutes. The GENUINE SANDER EXTRACT cures colds, fevers, indigestion; prevents infectious diseases and blood poison, poisoned wounds, skin diseases, burns, sprains, etc. It is much more powerful in antiseptic than the common eucalyptus and does not depress or irritate like the latter. [971, 1417, 1201, 1520]
subheading: FOR SEPARATE PEACE [305, 488, 430, 500]
subheading: ITS AIMS EXPLAINED. [789, 267, 905, 279]
subheading: PROSPECTIVE MEAT SUPPLY [289, 1070, 446, 1082]
subheading: OFFICIAL EXPLANATION. [780, 916, 913, 928]
subheading: WOUNDED NEW ZEALANDERS. [1003, 1148, 1170, 1160]
article-text: Amsterdam, Oct. 17. The Germans have repatriated the first batch of Lille women, after employment in agriculture and laundry work behind the Western front. Reuter says it is officially estimated that the number of women workers has increased by nearly 900,000 since the commencement of the war. [12, 837, 243, 914]
article-text: London, Oct. 17. Mr. Runciman said that the Government was prepared to take any steps to prevent the exploitation of food. He pointed out that the raised prices were partly due to munition and other well-paid workers demanding the best cuts of meat, and the best of other food. The consuming capacity of the people had very largely increased. Trawlers were trawling for mines, instead of fish. Eggs which were formerly imported from Russia were now cutting supplies, and had raised prices. He was making arrangements with the War Office to provide farmers with sufficient military, and he would take steps to make it a criminal offence to wilfully destroy milk. The Government had taken steps to keep down the price of meat, and had made arrangements to get more supplies for the retail trade than ever before. The Government's purchases already amounted to sixty millions. We are supplying the Italian and French armies, in addition to the British army. Government had eliminated the middleman's profit, strictly limited the merchants' profit, and had taken steps to keep up the necessary margin in wheat. Sir E. Carson interjected: Has there been any exploitation of wheat? Mr. Runciman: There is absolutely no evidence to that effect in connection with the arrangements made with Australia. [492, 369, 722, 696]
subheading: LILLE WOMEN RETURN. [63, 819, 192, 831]
subheading: ENEMY BOMBARDED. [68, 364, 187, 376]
subheading: STATEMENT BY MINISTER. [535, 303, 679, 315]
section-heading: ON THE SEA [1038, 203, 1135, 221]
dateline: Received Oct. 18, 7.10 p.m. [793, 301, 900, 311]
article-text: A representative of the News had an interview with Mr. W. D. Powdrell, chairman of directors of the Kaupokonui Dairy Company yesterday. Mr. Powdrell was on his way from Wellington, and after referring to the conference of representative dairymen with the Ministers and Board of Trade, and the Order-in-Council recently issued imposing the following conditions: The wholesale price in the factory for bulk butter for consumption in New Zealand and for transports is to be 10s 4d, or 1s 4d per lb. plus the usual charges obtaining before the date of the Order-in-Council in each particular locality, the levy, if any, to be paid by butter or cheese factories, and the provisions of the Order. Mr. Powdrell pressed that the price of butter was not fixed by any levy on the manufacturers of butter and cheese in New Zealand, including those catering for local requirements. Mr. Powdrell proceeded: "It is estimated that the consumption per head in New Zealand is half a pound of butter per week, and as the proposed protest fixes the retail price at a difference between 1s 4d and Home prices of 1s 6d per lb., there is a saving in the average family of six of 9d per week. The present Government levy is fixed at 1d per lb. butter-fat on all milk assessed on butter-fat, manufactured into butter and cheese. Taking the output of cheese at 45,000 tons we have 900,000lbs. of butter-fat, and butter at 30,000 tons, that is 20,000 tons export and 10,000 tons New Zealand consumption, we have approximately 50,000,000lbs. butter-fat, a total of just under 25,000,000lbs. butter-fat, or a levy of over £204,000. Any company can easily estimate their levy on present rates at approximately £3 14s 3d per ton of cheese, and £3 16s 3d per ton of butter. The reason given both by the Minister and the Board of Trade for cheese being included was that butter factories would be threatened with their supplies of milk being diminished by the same being diverted to cheese making, and therefore it was considered necessary to the successful working of the scheme to include cheese. The Minister also made a strong point of the Government's assistance to the industry as a whole through their grading institution and assistance in securing space and reasonable freight. Mr. Powdrell said that as the representatives were not appointed by their companies, and as the Government's action opened up a very big question, every dairy factory should be written to to send accredited representatives to the meeting to be held in Hawera on Saturday next, the 21st inst. [1682, 927, 1905, 1570]
press-credit: By Telegraph.—Press Association. [1727, 136, 1860, 146]
subheading: ON BULGARIAN MAIN LINE. [774, 73, 920, 85]
article-text: London, Oct. 17. A Roumanian communique states: The enemy violently attacked our troops on the frontier at Oituz valley, but were driven back. We repulsed attacks on the Tolgyes Pass and Predeal. We occupied positions near the Rother Thurm Pass, but were compelled to withdraw a little southward and east of the Turcy-burger Pass. [732, 687, 961, 778]
advert-heading: DON'T WAIT TILL TO-MORROW! [284, 1474, 451, 1486]
advert-heading: BILIOUSNESS. [88, 1279, 167, 1291]
subheading: INTERVIEW WITH DAIRY LEADER [1705, 910, 1882, 922]
subheading: QUESTION TO BE TESTED [1723, 102, 1864, 114]
subheading: VALIDITY OF ORDER [1738, 86, 1849, 97]
subheading: A GENERAL ATTACK. [789, 57, 904, 68]
subheading: GERMAN REPORT. [78, 685, 177, 697]
column-6 [1206, 32, 1445, 1932]
dateline: Received Oct. 18, 10.35 p.m. [551, 718, 663, 729]
dateline: Received Oct. 18, 6.9 p.m. [1510, 1413, 1613, 1424]
column-3 [487, 32, 726, 1932]
subheading: AEROPLANE ACTIVITY. [66, 381, 189, 393]
article-text: London, Oct. 17. A sensation was caused in London by the news that the French and Italians had on Monday landed 1000 troops at the Piraeus and occupied the Athens railway station with 200 French sailors with machine-guns and two 3-inch guns, including the municipal theatre as barracks. They will maintain order. The crowd watched the march through the streets with no disorder. Prince George of Greece had a prolonged interview with Viscount Grey. There were several questions asked in the House of Commons regarding Britain's attitude in Greece. Lord Robert Cecil declined to say whether the Allies had officially recognised the King's Cabinet or the revolutionary organisation. He added that M. Venizelos received a most cordial reception at Salonika. Lord Robert Cecil gave an assurance that the Allies would carry out their treaty obligations to Greece. The treaty guaranteed constitutional government, but contained no definition of it. [732, 1033, 961, 1282]
dateline: Received Oct. 18, 5.5 p.m. [1510, 1260, 1613, 1271]
subheading: A CRISIS IMPENDING. [788, 1392, 905, 1404]
subheading: DOMINIONS TO BE CONSULTED. [999, 69, 1173, 81]
service-credit: Times Service. [339, 1147, 396, 1158]
subheading: BRITISH CRUISERS OFF AMERICAN COAST. [991, 250, 1182, 274]
subheading: DISPOSAL OF CONSTANTINOPLE. [276, 455, 459, 466]
article-text: Rome, Oct. 17. It is reported from German sources that the German fleet is actively preparing for another North Sea dash, using the new and most powerful units and various submarines. The Swedish steamer Norma, coal laden for the Baltic, became entangled in the nets. Excited articles in the German press are declaring that Norway is acting in the Entente's interest by prohibiting submarines from entering her territorial waters. [971, 743, 1201, 847]
section-heading: AUSTRALIA. [1039, 1126, 1133, 1143]
subheading: A JOURNALIST'S STATEMENT. [48, 1080, 207, 1092]
subheading: HOSPITAL AND PROGRESS REPORT. [1228, 1488, 1424, 1500]
butterfat-box [1682, 36, 1905, 65]
article-text: Athens, Oct. 17. It has been officially explained that the purpose of the Allied occupation was to reinforce the police. The Cabinet are hostilely assembled. The Allies' crews took possession of the warships Averoff and Nikitiah at Lemnos, and the Greek crews were sent to Athens. [732, 933, 961, 1010]
section-heading: THE I.W.W. [1519, 998, 1604, 1015]
article-text: Paris, Oct. 17. The German authorities have commandeered and melted 152 of the Prague church bells. [12, 776, 243, 814]
